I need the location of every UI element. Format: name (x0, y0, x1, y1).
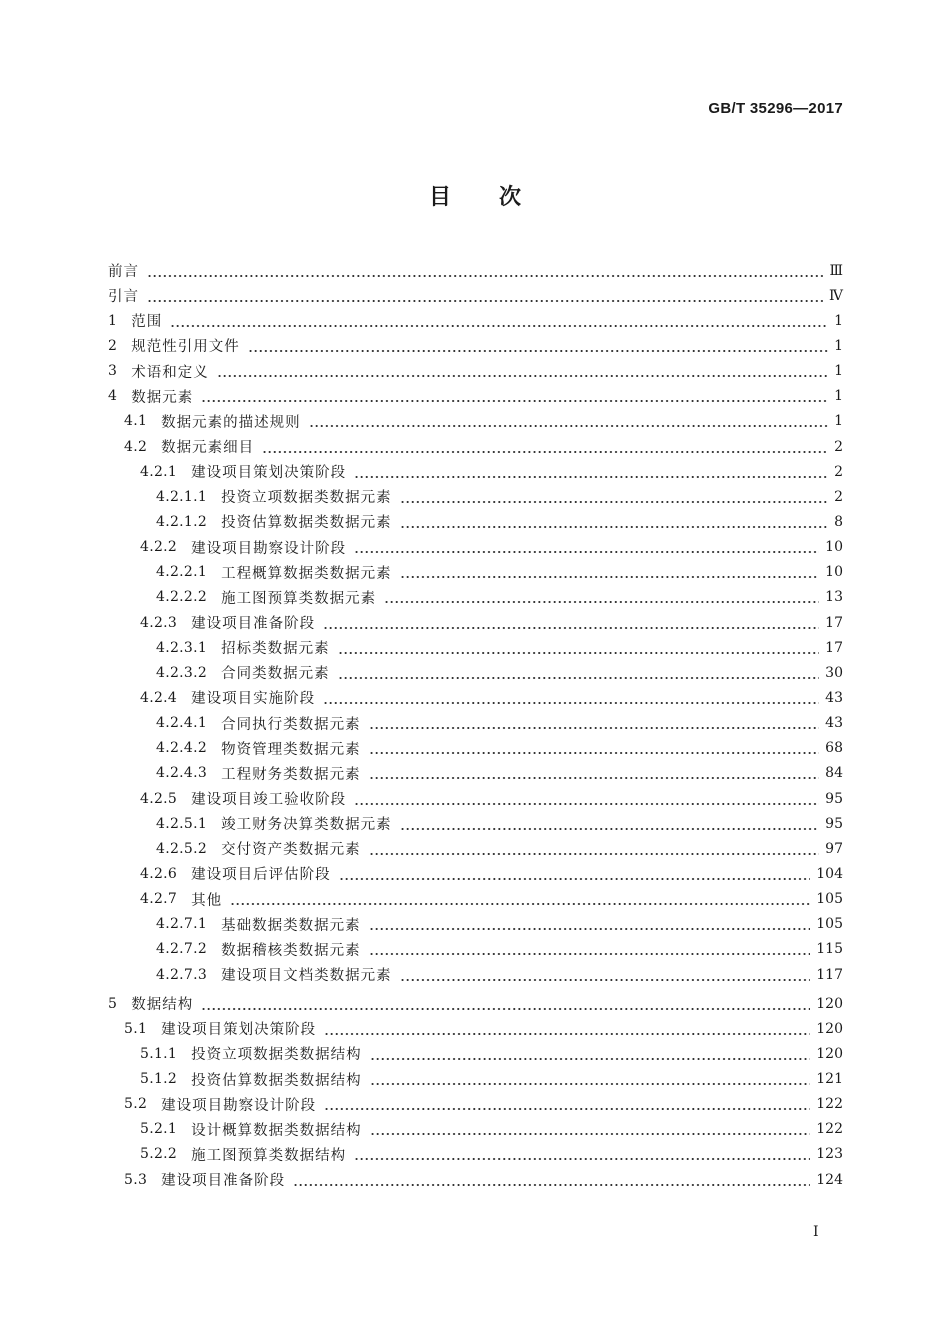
toc-entry[interactable] (108, 761, 843, 786)
toc-entry-label: 建设项目竣工验收阶段 (191, 792, 347, 809)
dot-leader (400, 968, 811, 982)
toc-entry-page: 105 (816, 891, 843, 908)
dot-leader (354, 465, 828, 479)
toc-entry-label: 规范性引用文件 (131, 339, 240, 356)
toc-entry-page: 10 (825, 564, 843, 581)
toc-entry-number: 4.2.2.1 (156, 564, 208, 581)
toc-entry[interactable] (108, 1167, 843, 1192)
dot-leader (262, 440, 828, 454)
toc-entry-label: 数据元素 (131, 389, 194, 406)
dot-leader (369, 842, 820, 856)
dot-leader (324, 1022, 810, 1036)
toc-entry[interactable] (108, 711, 843, 736)
toc-entry-page: 10 (825, 539, 843, 556)
toc-entry[interactable] (108, 861, 843, 886)
toc-entry-page: 120 (816, 1020, 843, 1037)
toc-entry-page: 120 (816, 1045, 843, 1062)
toc-entry-number: 3 (108, 363, 118, 380)
toc-entry[interactable] (108, 1092, 843, 1117)
toc-entry[interactable] (108, 736, 843, 761)
toc-entry-number: 4.2.1 (140, 463, 178, 480)
title-char-1: 目 (428, 185, 451, 210)
toc-entry-number: 1 (108, 312, 118, 329)
toc-entry-label: 施工图预算类数据元素 (221, 590, 377, 607)
toc-entry[interactable] (108, 283, 843, 308)
toc-entry-number: 5.2.1 (140, 1121, 178, 1138)
toc-entry-page: 97 (825, 840, 843, 857)
toc-entry-label: 物资管理类数据元素 (221, 741, 361, 758)
dot-leader (147, 289, 823, 303)
toc-entry-number: 4.2.1.1 (156, 488, 208, 505)
toc-entry-page: 95 (825, 790, 843, 807)
toc-entry[interactable] (108, 359, 843, 384)
toc-entry[interactable] (108, 991, 843, 1016)
dot-leader (323, 691, 819, 705)
toc-entry[interactable] (108, 384, 843, 409)
toc-entry[interactable] (108, 1041, 843, 1066)
toc-entry-label: 交付资产类数据元素 (221, 842, 361, 859)
toc-entry-number: 5 (108, 995, 118, 1012)
toc-entry-page: 43 (825, 689, 843, 706)
toc-entry[interactable] (108, 1142, 843, 1167)
dot-leader (400, 490, 828, 504)
toc-entry-number: 4.2.4.1 (156, 715, 208, 732)
toc-entry-label: 数据稽核类数据元素 (221, 942, 361, 959)
toc-entry-number: 4.2.5.1 (156, 815, 208, 832)
toc-entry[interactable] (108, 836, 843, 861)
dot-leader (338, 641, 820, 655)
toc-entry[interactable] (108, 811, 843, 836)
dot-leader (370, 1047, 811, 1061)
toc-entry[interactable] (108, 459, 843, 484)
dot-leader (339, 867, 811, 881)
toc-entry-page: 1 (834, 337, 843, 354)
toc-entry-page: 123 (816, 1146, 843, 1163)
toc-entry-label: 合同类数据元素 (221, 666, 330, 683)
dot-leader (201, 389, 828, 403)
toc-entry[interactable] (108, 484, 843, 509)
toc-entry-number: 4.2.3.2 (156, 664, 208, 681)
table-of-contents (108, 258, 843, 1192)
toc-entry[interactable] (108, 258, 843, 283)
toc-entry-page: 43 (825, 715, 843, 732)
toc-entry-page: 1 (834, 413, 843, 430)
toc-entry-page: 115 (816, 941, 843, 958)
toc-entry-page: 17 (825, 639, 843, 656)
toc-entry-label: 施工图预算类数据结构 (191, 1147, 347, 1164)
toc-entry-page: 1 (834, 363, 843, 380)
toc-entry-label: 范围 (131, 314, 163, 331)
dot-leader (369, 766, 820, 780)
dot-leader (338, 666, 820, 680)
toc-entry-page: 2 (834, 463, 843, 480)
toc-entry-label: 合同执行类数据元素 (221, 716, 361, 733)
toc-entry[interactable] (108, 1117, 843, 1142)
dot-leader (369, 917, 811, 931)
toc-entry-page: 122 (816, 1096, 843, 1113)
toc-entry-page: 124 (816, 1171, 843, 1188)
toc-entry-label: 建设项目准备阶段 (191, 616, 316, 633)
toc-entry-number: 4.2.7.2 (156, 941, 208, 958)
toc-entry-number: 4.2.5 (140, 790, 178, 807)
toc-entry-page: 30 (825, 664, 843, 681)
toc-entry[interactable] (108, 685, 843, 710)
dot-leader (324, 1097, 810, 1111)
toc-entry-label: 建设项目勘察设计阶段 (161, 1097, 317, 1114)
toc-entry-label: 投资立项数据类数据元素 (221, 490, 392, 507)
toc-entry-label: 建设项目后评估阶段 (191, 867, 331, 884)
page-number: I (813, 1224, 819, 1240)
toc-entry[interactable] (108, 509, 843, 534)
toc-entry-page: Ⅲ (829, 262, 843, 279)
toc-entry-label: 投资立项数据类数据结构 (191, 1047, 362, 1064)
toc-entry-label: 建设项目勘察设计阶段 (191, 540, 347, 557)
toc-entry[interactable] (108, 1016, 843, 1041)
dot-leader (230, 892, 810, 906)
toc-entry-number: 5.2 (124, 1096, 148, 1113)
toc-entry-label: 招标类数据元素 (221, 641, 330, 658)
dot-leader (248, 339, 828, 353)
toc-entry-number: 4.2.3 (140, 614, 178, 631)
toc-entry-number: 4.2.7 (140, 891, 178, 908)
toc-entry-label: 基础数据类数据元素 (221, 917, 361, 934)
toc-entry[interactable] (108, 333, 843, 358)
dot-leader (384, 590, 819, 604)
toc-entry-number: 4.1 (124, 413, 148, 430)
toc-entry-label: 术语和定义 (131, 364, 209, 381)
dot-leader (354, 1147, 810, 1161)
toc-entry[interactable] (108, 610, 843, 635)
toc-entry-page: 8 (834, 513, 843, 530)
toc-entry-number: 5.1.1 (140, 1045, 178, 1062)
dot-leader (217, 364, 828, 378)
toc-entry-page: 84 (825, 765, 843, 782)
toc-entry-label: 数据元素的描述规则 (161, 414, 301, 431)
toc-entry-number: 4.2.5.2 (156, 840, 208, 857)
toc-entry[interactable] (108, 635, 843, 660)
toc-entry-page: 95 (825, 815, 843, 832)
toc-entry-number: 5.1 (124, 1020, 148, 1037)
toc-entry-label: 前言 (108, 264, 139, 281)
toc-entry-page: 2 (834, 438, 843, 455)
toc-entry-label: 工程财务类数据元素 (221, 766, 361, 783)
toc-entry-label: 数据结构 (131, 997, 194, 1014)
dot-leader (293, 1173, 810, 1187)
dot-leader (400, 515, 828, 529)
toc-entry[interactable] (108, 660, 843, 685)
toc-entry-label: 建设项目策划决策阶段 (191, 465, 347, 482)
toc-entry[interactable] (108, 1067, 843, 1092)
toc-entry-page: 104 (816, 865, 843, 882)
toc-entry-number: 5.2.2 (140, 1146, 178, 1163)
toc-entry-label: 建设项目策划决策阶段 (161, 1022, 317, 1039)
toc-entry[interactable] (108, 937, 843, 962)
toc-entry-page: 17 (825, 614, 843, 631)
dot-leader (147, 264, 823, 278)
toc-entry[interactable] (108, 409, 843, 434)
dot-leader (309, 414, 828, 428)
toc-entry-number: 2 (108, 337, 118, 354)
dot-leader (369, 741, 820, 755)
toc-entry-number: 4.2.7.1 (156, 916, 208, 933)
toc-entry-number: 4.2.2.2 (156, 589, 208, 606)
toc-entry-label: 投资估算数据类数据结构 (191, 1072, 362, 1089)
toc-entry-number: 4.2 (124, 438, 148, 455)
toc-entry[interactable] (108, 912, 843, 937)
toc-entry[interactable] (108, 308, 843, 333)
dot-leader (369, 716, 820, 730)
dot-leader (369, 942, 811, 956)
dot-leader (370, 1122, 811, 1136)
toc-entry[interactable] (108, 560, 843, 585)
toc-entry-page: 121 (816, 1071, 843, 1088)
toc-entry-page: 2 (834, 488, 843, 505)
toc-entry-label: 其他 (191, 892, 223, 909)
toc-entry-label: 投资估算数据类数据元素 (221, 515, 392, 532)
dot-leader (170, 314, 828, 328)
toc-entry-label: 建设项目文档类数据元素 (221, 968, 392, 984)
toc-entry-page: 122 (816, 1121, 843, 1138)
toc-entry-number: 4.2.4.2 (156, 740, 208, 757)
toc-entry-label: 建设项目实施阶段 (191, 691, 316, 708)
toc-entry[interactable] (108, 786, 843, 811)
toc-entry[interactable] (108, 962, 843, 987)
toc-entry-number: 4.2.4 (140, 689, 178, 706)
toc-entry[interactable] (108, 585, 843, 610)
toc-entry[interactable] (108, 887, 843, 912)
title-char-2: 次 (499, 185, 522, 210)
toc-entry-number: 5.1.2 (140, 1071, 178, 1088)
toc-entry-number: 4.2.7.3 (156, 966, 208, 983)
toc-entry[interactable] (108, 434, 843, 459)
toc-entry-number: 4.2.2 (140, 539, 178, 556)
standard-code: GB/T 35296—2017 (708, 100, 843, 117)
dot-leader (354, 540, 819, 554)
dot-leader (370, 1072, 811, 1086)
toc-entry-page: 120 (816, 995, 843, 1012)
toc-entry-number: 4.2.3.1 (156, 639, 208, 656)
page-title (0, 180, 950, 211)
toc-entry-number: 5.3 (124, 1171, 148, 1188)
toc-entry-page: 1 (834, 312, 843, 329)
toc-entry-number: 4.2.1.2 (156, 513, 208, 530)
toc-entry-page: 1 (834, 388, 843, 405)
toc-entry-page: 68 (825, 740, 843, 757)
toc-entry-label: 数据元素细目 (161, 440, 255, 457)
dot-leader (400, 817, 820, 831)
toc-entry-label: 竣工财务决算类数据元素 (221, 817, 392, 834)
toc-entry-label: 工程概算数据类数据元素 (221, 565, 392, 582)
toc-entry-label: 设计概算数据类数据结构 (191, 1122, 362, 1139)
toc-entry-page: 105 (816, 916, 843, 933)
toc-entry-page: 13 (825, 589, 843, 606)
toc-entry-number: 4.2.6 (140, 865, 178, 882)
toc-entry-page: Ⅳ (829, 287, 843, 304)
dot-leader (201, 997, 810, 1011)
dot-leader (400, 565, 820, 579)
dot-leader (323, 616, 819, 630)
toc-entry-number: 4 (108, 388, 118, 405)
toc-entry-label: 建设项目准备阶段 (161, 1173, 286, 1190)
toc-entry[interactable] (108, 535, 843, 560)
toc-entry-label: 引言 (108, 289, 139, 306)
dot-leader (354, 792, 819, 806)
toc-entry-number: 4.2.4.3 (156, 765, 208, 782)
toc-entry-page: 117 (816, 966, 843, 983)
